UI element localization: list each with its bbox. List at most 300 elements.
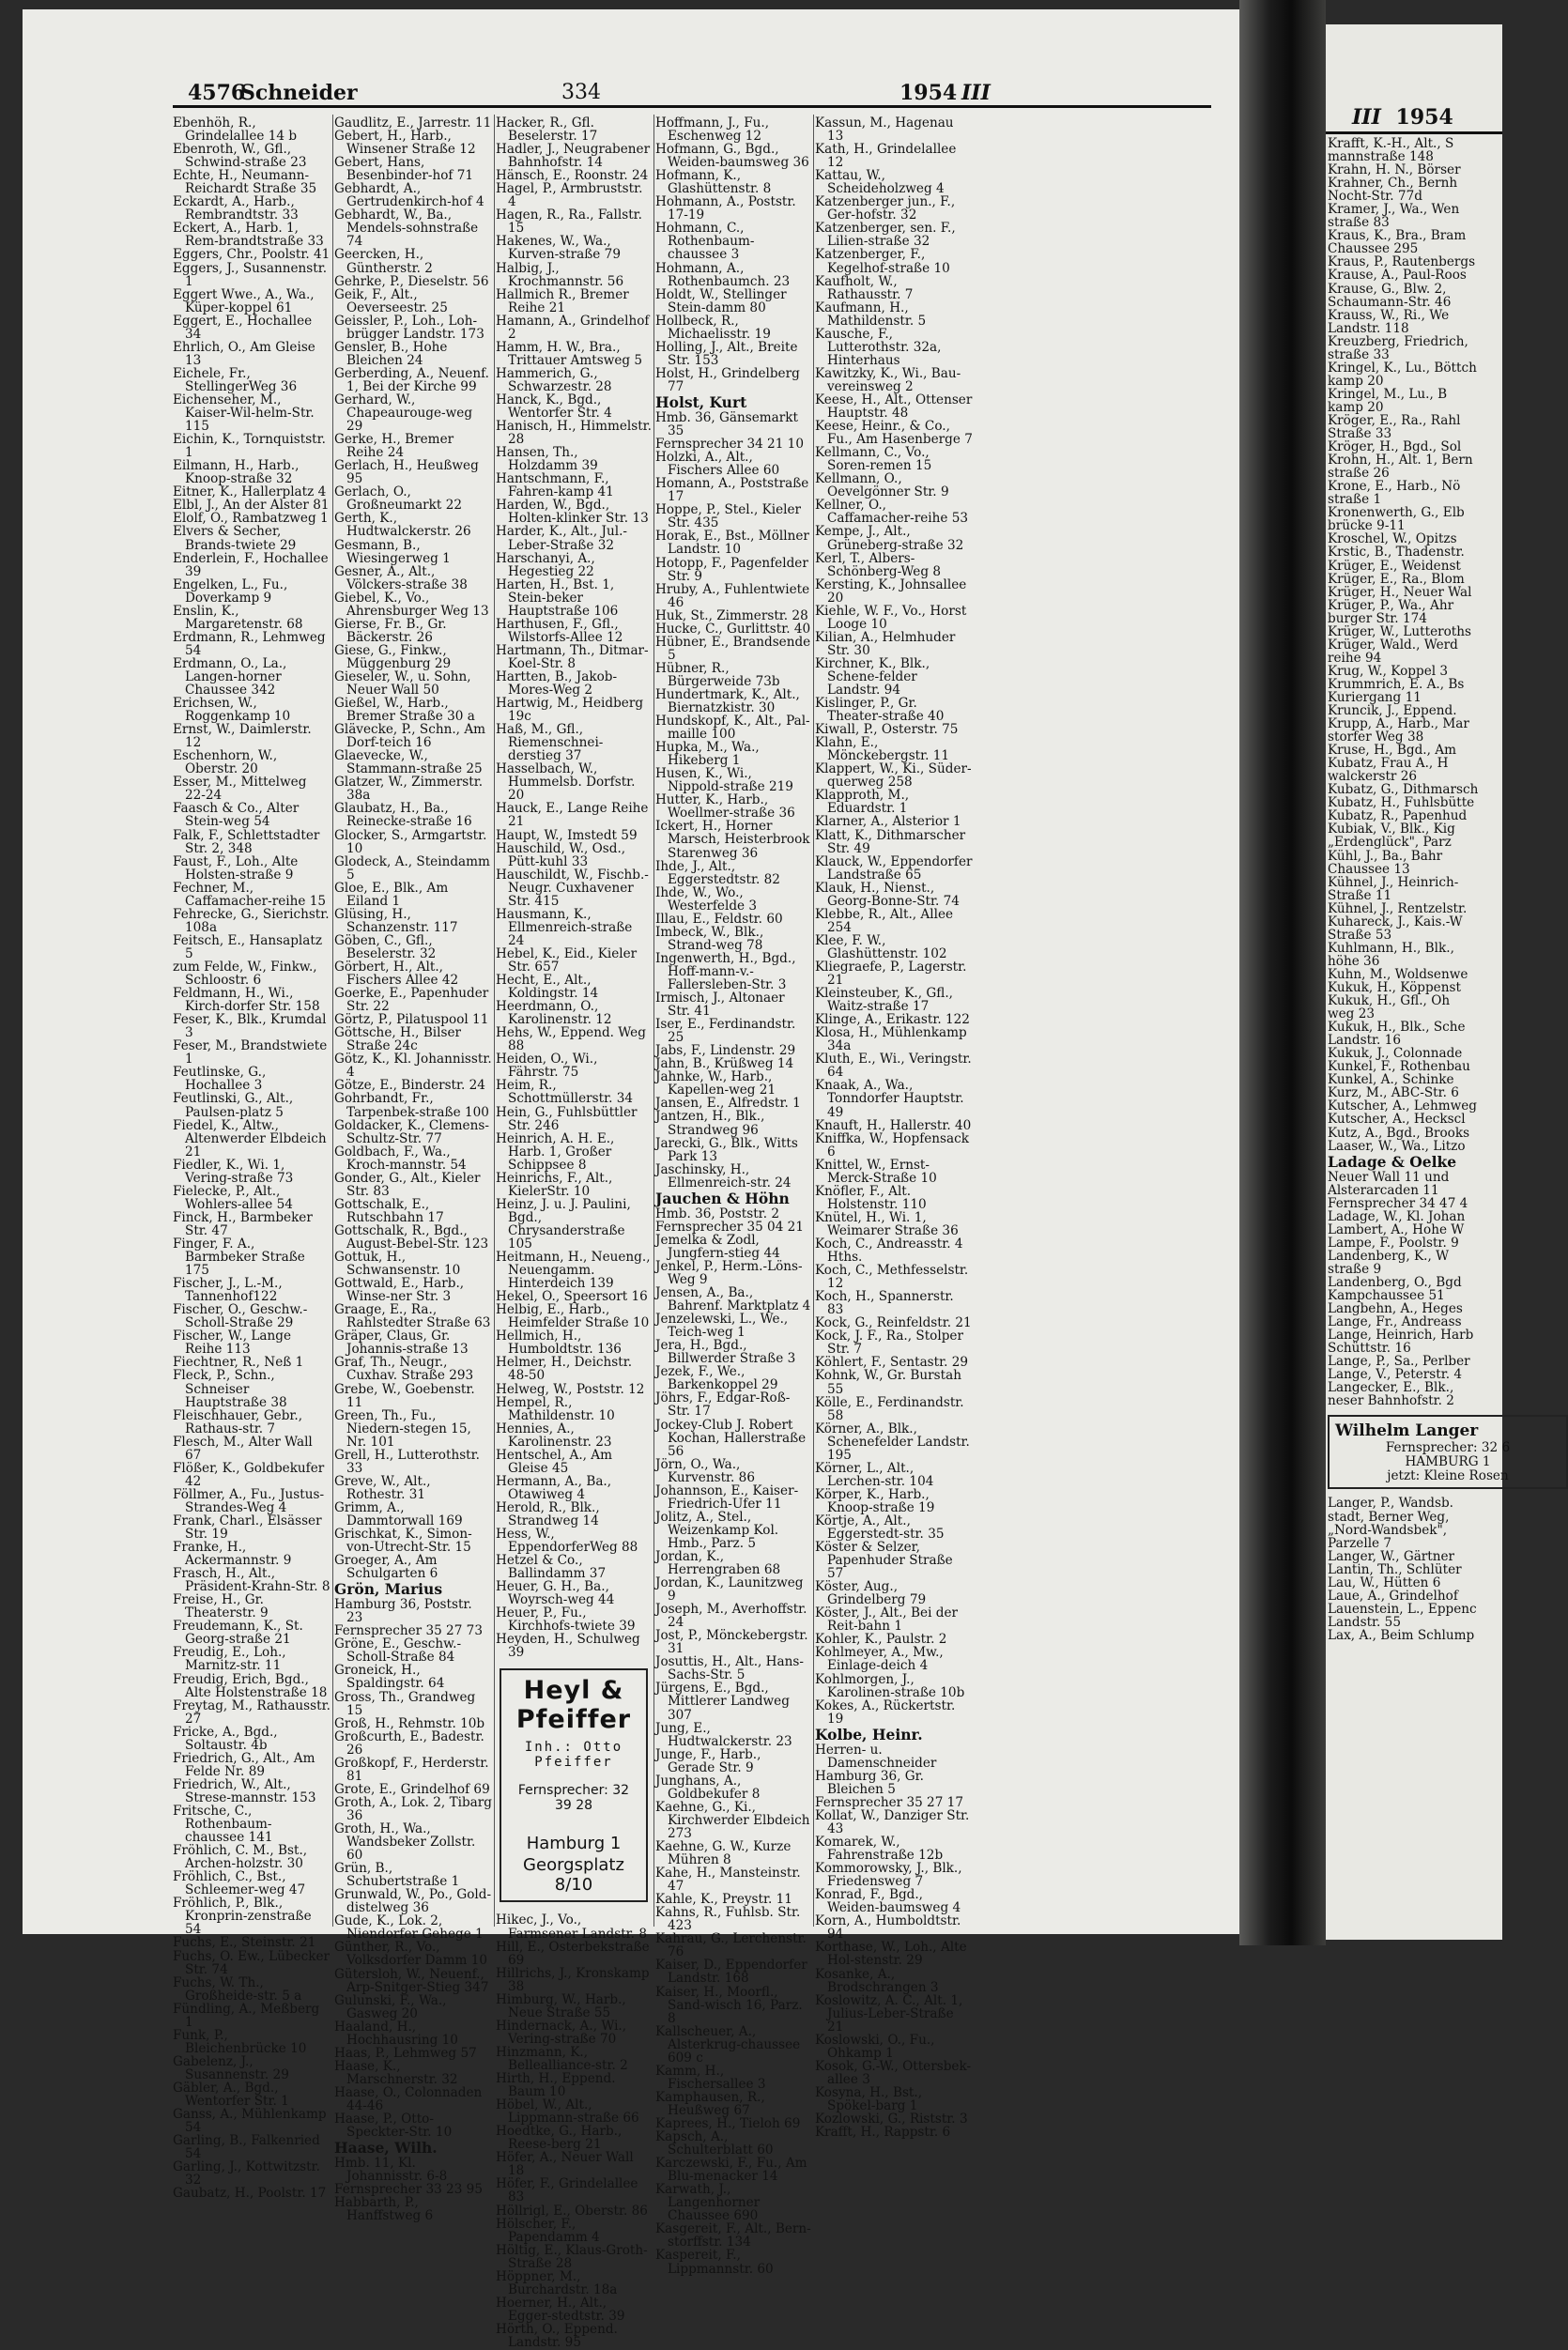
directory-entry: Keese, H., Alt., Ottenser Hauptstr. 48 — [815, 392, 973, 422]
directory-entry: Hoedtke, G., Harb., Reese-berg 21 — [496, 2124, 623, 2153]
directory-entry: Freudig, Erich, Bgd., Alte Holstenstraße 18 — [173, 1671, 328, 1700]
ad-city: Hamburg 1 — [526, 1834, 622, 1854]
directory-entry: Grischkat, K., Simon-von-Utrecht-Str. 15 — [334, 1527, 472, 1556]
directory-entry: Hauschildt, W., Fischb.-Neugr. Cuxhavener Str. 415 — [496, 867, 649, 909]
directory-entry: Landstr. 55 — [1328, 1614, 1401, 1630]
directory-entry: Ickert, H., Horner Marsch, Heisterbrook Starenweg 36 — [655, 819, 810, 861]
directory-entry: Hamburg 36, Poststr. 23 — [334, 1597, 472, 1626]
directory-entry: Kohlmeyer, A., Mw., Einlage-deich 4 — [815, 1645, 944, 1674]
directory-entry: Homann, A., Poststraße 17 — [655, 476, 809, 505]
directory-entry: Geercken, H., Güntherstr. 2 — [334, 247, 433, 276]
directory-entry: Kutscher, A., Lehmweg — [1328, 1098, 1477, 1114]
directory-entry: Erdmann, R., Lehmweg 54 — [173, 629, 326, 658]
directory-entry: Kukuk, H., Gfl., Oh — [1328, 993, 1451, 1009]
directory-entry: Friedrich, W., Alt., Strese-mannstr. 153 — [173, 1776, 316, 1805]
directory-entry: Geik, F., Alt., Oeverseestr. 25 — [334, 286, 448, 315]
directory-entry: Eichin, K., Tornquiststr. 1 — [173, 432, 326, 461]
directory-entry: Krüger, E., Weidenst — [1328, 558, 1461, 574]
directory-entry: Gottschalk, E., Rutschbahn 17 — [334, 1196, 444, 1225]
directory-entry: Kock, J. F., Ra., Stolper Str. 7 — [815, 1329, 963, 1358]
directory-entry: Kolbe, Heinr. — [815, 1725, 923, 1743]
directory-column-3 — [496, 116, 652, 2349]
right-header-rule — [1326, 131, 1502, 134]
directory-entry: Gerberding, A., Neuenf. 1, Bei der Kirche 99 — [334, 365, 489, 394]
directory-entry: Elbl, J., An der Alster 81 — [173, 498, 330, 514]
directory-entry: Eitner, K., Hallerplatz 4 — [173, 484, 327, 500]
directory-entry: Hoffmann, J., Fu., Eschenweg 12 — [655, 115, 770, 145]
directory-entry: Erichsen, W., Roggenkamp 10 — [173, 696, 291, 725]
directory-entry: straße 83 — [1328, 215, 1390, 231]
directory-entry: Glaubatz, H., Ba., Reinecke-straße 16 — [334, 801, 472, 830]
right-ad-line: jetzt: Kleine Rosen — [1387, 1468, 1509, 1484]
directory-entry: Kallscheuer, A., Alsterkrug-chaussee 609 c — [655, 2023, 801, 2066]
directory-entry: Kollat, W., Danziger Str. 43 — [815, 1807, 970, 1836]
directory-entry: Kukuk, H., Blk., Sche — [1328, 1020, 1466, 1036]
directory-entry: Kaiser, D., Eppendorfer Landstr. 168 — [655, 1958, 807, 1987]
directory-entry: Fernsprecher 34 47 4 — [1328, 1195, 1468, 1211]
directory-entry: Haaland, H., Hochhausring 10 — [334, 2019, 458, 2048]
directory-entry: Gaubatz, H., Poolstr. 17 — [173, 2186, 327, 2202]
directory-entry: Flößer, K., Goldbekufer 42 — [173, 1460, 325, 1489]
directory-entry: Knauft, H., Hallerstr. 40 — [815, 1117, 972, 1133]
directory-entry: Funk, P., Bleichenbrücke 10 — [173, 2027, 307, 2056]
directory-entry: Fernsprecher 33 23 95 — [334, 2182, 483, 2198]
directory-entry: Giebel, K., Vo., Ahrensburger Weg 13 — [334, 590, 489, 619]
directory-entry: Katzenberger, F., Kegelhof-straße 10 — [815, 247, 950, 276]
directory-entry: Kislinger, P., Gr. Theater-straße 40 — [815, 696, 945, 725]
directory-entry: Kausche, F., Lutterothstr. 32a, Hinterhaus — [815, 326, 942, 368]
directory-entry: Klarner, A., Alsterior 1 — [815, 814, 961, 830]
directory-entry: Kramer, J., Wa., Wen — [1328, 202, 1460, 218]
directory-entry: Parzelle 7 — [1328, 1535, 1392, 1551]
directory-entry: Gerhard, W., Chapeaurouge-weg 29 — [334, 392, 473, 435]
directory-entry: Kahle, K., Preystr. 11 — [655, 1892, 792, 1908]
directory-entry: Kaprees, H., Tieloh 69 — [655, 2115, 801, 2131]
directory-entry: Elvers & Secher, Brands-twiete 29 — [173, 524, 297, 553]
directory-entry: Grebe, W., Goebenstr. 11 — [334, 1381, 475, 1410]
directory-entry: Landstr. 16 — [1328, 1033, 1401, 1049]
directory-entry: Jarecki, G., Blk., Witts Park 13 — [655, 1135, 798, 1164]
directory-entry: Kommorowsky, J., Blk., Friedensweg 7 — [815, 1861, 962, 1890]
directory-entry: Hucke, C., Gurlittstr. 40 — [655, 621, 811, 637]
directory-entry: Freudig, E., Loh., Marnitz-str. 11 — [173, 1645, 286, 1674]
directory-entry: Kölle, E., Ferdinandstr. 58 — [815, 1394, 964, 1423]
directory-entry: Garling, B., Falkenried 54 — [173, 2133, 320, 2162]
directory-entry: Hein, G., Fuhlsbüttler Str. 246 — [496, 1104, 638, 1133]
directory-entry: Kraus, K., Bra., Bram — [1328, 228, 1467, 244]
directory-entry: Körper, K., Harb., Knoop-straße 19 — [815, 1486, 935, 1515]
directory-entry: Gebhardt, A., Gertrudenkirch-hof 4 — [334, 181, 484, 210]
directory-entry: Kröger, H., Bgd., Sol — [1328, 439, 1462, 455]
directory-entry: Husen, K., Wi., Nippold-straße 219 — [655, 766, 793, 795]
directory-entry: Eggers, Chr., Poolstr. 41 — [173, 247, 331, 263]
directory-entry: Gierse, Fr. B., Gr. Bäckerstr. 26 — [334, 616, 447, 645]
directory-entry: Harden, W., Bgd., Holten-klinker Str. 13 — [496, 498, 649, 527]
directory-entry: Langbehn, A., Heges — [1328, 1301, 1463, 1317]
directory-entry: Goldacker, K., Clemens-Schultz-Str. 77 — [334, 1117, 489, 1146]
directory-entry: Kruse, H., Bgd., Am — [1328, 743, 1456, 759]
directory-entry: Kaufholt, W., Rathausstr. 7 — [815, 273, 914, 302]
directory-entry: Junge, F., Harb., Gerade Str. 9 — [655, 1746, 761, 1775]
directory-entry: Hammerich, G., Schwarzestr. 28 — [496, 365, 612, 394]
directory-entry: Finger, F. A., Barmbeker Straße 175 — [173, 1236, 305, 1279]
directory-entry: Kohler, K., Paulstr. 2 — [815, 1632, 947, 1648]
directory-entry: Hruby, A., Fuhlentwiete 46 — [655, 581, 810, 610]
directory-entry: Grell, H., Lutterothstr. 33 — [334, 1447, 480, 1476]
directory-entry: Groneick, H., Spaldingstr. 64 — [334, 1663, 445, 1692]
directory-entry: Kokes, A., Rückertstr. 19 — [815, 1697, 956, 1727]
directory-entry: Kluth, E., Wi., Veringstr. 64 — [815, 1052, 972, 1081]
directory-entry: Graf, Th., Neugr., Cuxhav. Straße 293 — [334, 1355, 474, 1384]
directory-entry: Grün, B., Schubertstraße 1 — [334, 1861, 460, 1890]
directory-entry: Jauchen & Höhn — [655, 1189, 790, 1207]
directory-entry: Körner, L., Alt., Lerchen-str. 104 — [815, 1460, 934, 1489]
header-name: Schneider — [240, 81, 358, 105]
directory-entry: Kleinsteuber, K., Gfl., Waitz-straße 17 — [815, 986, 953, 1015]
directory-entry: Ladage, W., Kl. Johan — [1328, 1208, 1466, 1224]
directory-entry: Kilian, A., Helmhuder Str. 30 — [815, 629, 956, 658]
directory-entry: Harten, H., Bst. 1, Stein-beker Hauptstraße 106 — [496, 576, 619, 619]
directory-entry: Hasselbach, W., Hummelsb. Dorfstr. 20 — [496, 761, 636, 804]
directory-entry: Klebbe, R., Alt., Allee 254 — [815, 906, 954, 935]
directory-entry: Günther, R., Vo., Volksdorfer Damm 10 — [334, 1940, 487, 1969]
directory-entry: Fricke, A., Bgd., Soltaustr. 4b — [173, 1724, 278, 1753]
directory-entry: Krahner, Ch., Bernh — [1328, 176, 1458, 192]
directory-entry: Klapproth, M., Eduardstr. 1 — [815, 788, 910, 817]
directory-entry: Holzki, A., Alt., Fischers Allee 60 — [655, 450, 780, 479]
directory-entry: Kaspereit, F., Lippmannstr. 60 — [655, 2248, 774, 2277]
directory-entry: Gottwald, E., Harb., Winse-ner Str. 3 — [334, 1276, 465, 1305]
directory-entry: Kurz, M., ABC-Str. 6 — [1328, 1085, 1459, 1101]
directory-entry: Klappert, W., Ki., Süder-querweg 258 — [815, 761, 972, 791]
directory-entry: Hikec, J., Vo., Farmsener Landstr. 8 — [496, 1912, 647, 1942]
directory-entry: Fechner, M., Caffamacher-reihe 15 — [173, 880, 327, 909]
directory-entry: Kuhareck, J., Kais.-W — [1328, 914, 1463, 929]
directory-entry: Jürgens, E., Bgd., Mittlerer Landweg 307 — [655, 1681, 790, 1723]
directory-entry: Grote, E., Grindelhof 69 — [334, 1781, 490, 1797]
directory-entry: Frasch, H., Alt., Präsident-Krahn-Str. 8 — [173, 1566, 331, 1595]
directory-entry: Kaehne, G. W., Kurze Mühren 8 — [655, 1839, 792, 1868]
directory-entry: Köster, J., Alt., Bei der Reit-bahn 1 — [815, 1605, 958, 1635]
directory-entry: Gießel, W., Harb., Bremer Straße 30 a — [334, 696, 475, 725]
directory-entry: Krupp, A., Harb., Mar — [1328, 716, 1469, 732]
directory-entry: Greve, W., Alt., Rothestr. 31 — [334, 1473, 431, 1502]
directory-entry: Langer, W., Gärtner — [1328, 1548, 1455, 1564]
directory-entry: Fuchs, E., Steinstr. 21 — [173, 1935, 316, 1951]
directory-entry: Jera, H., Bgd., Billwerder Straße 3 — [655, 1338, 796, 1367]
directory-entry: Korthase, W., Loh., Alte Hol-stenstr. 29 — [815, 1940, 967, 1969]
directory-entry: Kiwall, P., Osterstr. 75 — [815, 722, 959, 738]
directory-entry: Hinzmann, K., Bellealliance-str. 2 — [496, 2044, 628, 2073]
directory-entry: Harschanyi, A., Hegestieg 22 — [496, 550, 595, 579]
directory-entry: Elolf, O., Rambatzweg 1 — [173, 511, 329, 527]
directory-entry: Hörth, O., Eppend. Landstr. 95 — [496, 2321, 618, 2350]
directory-entry: Klatt, K., Dithmarscher Str. 49 — [815, 827, 966, 856]
directory-entry: Gabelenz, J., Susannenstr. 29 — [173, 2053, 289, 2082]
directory-entry: Klosa, H., Mühlenkamp 34a — [815, 1025, 967, 1054]
directory-entry: Haase, P., Otto-Speckter-Str. 10 — [334, 2112, 453, 2141]
directory-entry: Krafft, H., Rappstr. 6 — [815, 2125, 951, 2141]
directory-entry: Hutter, K., Harb., Woellmer-straße 36 — [655, 792, 795, 822]
directory-entry: Laue, A., Grindelhof — [1328, 1588, 1458, 1604]
directory-entry: Höllrigl, E., Oberstr. 86 — [496, 2203, 648, 2219]
directory-entry: Göttsche, H., Bilser Straße 24c — [334, 1025, 462, 1054]
directory-entry: Koslowski, O., Fu., Ohkamp 1 — [815, 2032, 935, 2061]
directory-entry: Kasgereit, F., Alt., Bern-storffstr. 134 — [655, 2221, 811, 2250]
directory-entry: Laaser, W., Wa., Litzo — [1328, 1138, 1466, 1154]
directory-entry: Flesch, M., Alter Wall 67 — [173, 1434, 313, 1463]
directory-entry: Gesmann, B., Wiesingerweg 1 — [334, 537, 451, 566]
directory-entry: Langecker, E., Blk., — [1328, 1380, 1454, 1396]
directory-entry: „Nord-Wandsbek", — [1328, 1522, 1448, 1538]
directory-entry: Höppner, M., Burchardstr. 18a — [496, 2268, 618, 2297]
advertisement-box — [500, 1668, 648, 1902]
directory-entry: Hartten, B., Jakob-Mores-Weg 2 — [496, 668, 618, 699]
directory-entry: Holst, H., Grindelberg 77 — [655, 365, 800, 394]
directory-entry: Kreuzberg, Friedrich, — [1328, 333, 1468, 349]
directory-entry: Kahns, R., Fuhlsb. Str. 423 — [655, 1905, 801, 1934]
directory-entry: Kellner, O., Caffamacher-reihe 53 — [815, 498, 969, 527]
directory-column-4 — [655, 116, 811, 2276]
directory-entry: Gohrbandt, Fr., Tarpenbek-straße 100 — [334, 1091, 489, 1120]
directory-entry: Goerke, E., Papenhuder Str. 22 — [334, 986, 489, 1015]
directory-entry: Straße 33 — [1328, 426, 1392, 442]
directory-entry: Kosok, G.-W., Ottersbek-allee 3 — [815, 2058, 972, 2087]
directory-entry: Eggert, E., Hochallee 34 — [173, 313, 313, 342]
directory-entry: Jenzelewski, L., We., Teich-weg 1 — [655, 1312, 789, 1341]
directory-entry: straße 33 — [1328, 346, 1390, 362]
directory-entry: Hofmann, G., Bgd., Weiden-baumsweg 36 — [655, 142, 809, 171]
directory-entry: Grön, Marius — [334, 1580, 443, 1599]
directory-entry: Ingenwerth, H., Bgd., Hoff-mann-v.-Fallersleben-Str. 3 — [655, 950, 796, 992]
directory-entry: Haase, K., Marschnerstr. 32 — [334, 2058, 458, 2087]
directory-column-1 — [173, 116, 331, 2200]
directory-entry: Kattau, W., Scheideholzweg 4 — [815, 168, 945, 197]
directory-entry: straße 9 — [1328, 1261, 1382, 1277]
directory-entry: Ganss, A., Mühlenkamp 54 — [173, 2107, 327, 2136]
directory-entry: Gottschalk, R., Bgd., August-Bebel-Str. 123 — [334, 1222, 489, 1252]
directory-entry: Kühnel, J., Rentzelstr. — [1328, 900, 1468, 916]
directory-entry: Gäbler, A., Bgd., Wentorfer Str. 1 — [173, 2080, 289, 2110]
directory-entry: Enslin, K., Margaretenstr. 68 — [173, 603, 303, 632]
directory-entry: Kubatz, G., Dithmarsch — [1328, 782, 1479, 798]
directory-entry: Groeger, A., Am Schulgarten 6 — [334, 1553, 438, 1582]
directory-entry: Hillrichs, J., Kronskamp 38 — [496, 1965, 650, 1994]
directory-entry: Klauck, W., Eppendorfer Landstraße 65 — [815, 853, 973, 883]
directory-entry: Kawitzky, K., Wi., Bau-vereinsweg 2 — [815, 365, 961, 394]
directory-entry: Eichenseher, M., Kaiser-Wil-helm-Str. 115 — [173, 392, 315, 435]
directory-entry: Hartwig, M., Heidberg 19c — [496, 696, 644, 725]
directory-entry: Eggert Wwe., A., Wa., Küper-koppel 61 — [173, 286, 315, 315]
directory-entry: Knöfler, F., Alt. Holstenstr. 110 — [815, 1183, 927, 1212]
directory-entry: Kosyna, H., Bst., Spökel-barg 1 — [815, 2084, 923, 2113]
directory-entry: Hellmich, H., Humboldtstr. 136 — [496, 1329, 622, 1358]
directory-entry: Holst, Kurt — [655, 392, 747, 411]
directory-entry: Keese, Heinr., & Co., Fu., Am Hasenberge 7 — [815, 419, 973, 448]
column-divider — [332, 115, 333, 1927]
directory-entry: Jemelka & Zodl, Jungfern-stieg 44 — [655, 1232, 780, 1261]
directory-entry: Kamm, H., Fischersallee 3 — [655, 2063, 766, 2092]
directory-entry: Glocker, S., Armgartstr. 10 — [334, 827, 487, 856]
directory-entry: Hecht, E., Alt., Koldingstr. 14 — [496, 973, 599, 1002]
directory-entry: Faasch & Co., Alter Stein-weg 54 — [173, 801, 300, 830]
directory-entry: Heuer, G. H., Ba., Woyrsch-weg 44 — [496, 1579, 615, 1608]
directory-entry: Kohnk, W., Gr. Burstah 55 — [815, 1368, 961, 1397]
directory-entry: Kath, H., Grindelallee 12 — [815, 142, 957, 171]
directory-entry: Koch, H., Spannerstr. 83 — [815, 1289, 954, 1318]
directory-entry: Feutlinske, G., Hochallee 3 — [173, 1065, 267, 1094]
directory-entry: Fündling, A., Meßberg 1 — [173, 2001, 320, 2030]
directory-entry: Körner, A., Blk., Schenefelder Landstr. 195 — [815, 1421, 970, 1463]
directory-entry: Ihde, J., Alt., Eggerstedtstr. 82 — [655, 858, 780, 887]
directory-entry: Koslowitz, A. C., Alt. 1, Julius-Leber-Straße 21 — [815, 1992, 963, 2035]
directory-entry: Frank, Charl., Elsässer Str. 19 — [173, 1513, 322, 1543]
directory-entry: Harder, K., Alt., Jul.-Leber-Straße 32 — [496, 524, 628, 553]
directory-entry: Fuchs, W. Th., Großheide-str. 5 a — [173, 1974, 302, 2004]
directory-entry: Kubiak, V., Blk., Kig — [1328, 822, 1455, 837]
directory-entry: Grimm, A., Dammtorwall 169 — [334, 1499, 463, 1528]
directory-entry: Kirchner, K., Blk., Schene-felder Landstr. 94 — [815, 655, 930, 699]
directory-entry: Gonder, G., Alt., Kieler Str. 83 — [334, 1170, 481, 1199]
directory-entry: Hetzel & Co., Ballindamm 37 — [496, 1553, 607, 1582]
directory-entry: Glüsing, H., Schanzenstr. 117 — [334, 906, 458, 935]
directory-entry: Echte, H., Neumann-Reichardt Straße 35 — [173, 168, 317, 197]
directory-entry: Enderlein, F., Hochallee 39 — [173, 550, 329, 579]
directory-entry: Krüger, Wald., Werd — [1328, 637, 1458, 653]
directory-entry: Krüger, W., Lutteroths — [1328, 623, 1471, 639]
directory-entry: Hamann, A., Grindelhof 2 — [496, 313, 650, 342]
directory-entry: Jenkel, P., Herm.-Löns-Weg 9 — [655, 1258, 803, 1287]
directory-entry: Höltig, E., Klaus-Groth-Straße 28 — [496, 2242, 648, 2271]
directory-entry: Hmb. 36, Poststr. 2 — [655, 1206, 779, 1221]
directory-entry: Ladage & Oelke — [1328, 1152, 1457, 1171]
directory-entry: Kliegraefe, P., Lagerstr. 21 — [815, 960, 967, 989]
directory-entry: Fernsprecher 35 27 17 — [815, 1794, 963, 1810]
directory-entry: Görbert, H., Alt., Fischers Allee 42 — [334, 960, 459, 989]
directory-entry: Hofmann, K., Glashüttenstr. 8 — [655, 168, 772, 197]
directory-entry: Nocht-Str. 77d — [1328, 189, 1422, 205]
directory-entry: Fröhlich, C. M., Bst., Archen-holzstr. 30 — [173, 1843, 308, 1872]
directory-entry: Helbig, E., Harb., Heimfelder Straße 10 — [496, 1302, 650, 1331]
book-gutter — [1239, 0, 1326, 1945]
directory-entry: Kaiser, H., Moorfl., Sand-wisch 16, Parz. 8 — [655, 1984, 803, 2026]
directory-entry: Krauss, W., Ri., We — [1328, 307, 1450, 323]
directory-entry: Hentschel, A., Am Gleise 45 — [496, 1447, 612, 1476]
column-divider — [653, 115, 654, 1927]
directory-entry: Green, Th., Fu., Niedern-stegen 15, Nr. 101 — [334, 1407, 471, 1450]
directory-entry: Lange, Fr., Andreass — [1328, 1314, 1462, 1330]
directory-entry: Hoppe, P., Stel., Kieler Str. 435 — [655, 502, 802, 531]
directory-entry: Kutz, A., Bgd., Brooks — [1328, 1125, 1470, 1141]
directory-entry: Straße 11 — [1328, 887, 1392, 903]
ad-title: Heyl & Pfeiffer — [515, 1676, 632, 1735]
directory-entry: Lampe, F., Poolstr. 9 — [1328, 1235, 1459, 1251]
directory-entry: Hennies, A., Karolinenstr. 23 — [496, 1421, 612, 1450]
directory-entry: Klinge, A., Erikastr. 122 — [815, 1012, 970, 1028]
header-roman: III — [961, 81, 991, 105]
directory-entry: Gütersloh, W., Neuenf., Arp-Snitger-Stieg 347 — [334, 1966, 489, 1995]
directory-entry: Esser, M., Mittelweg 22-24 — [173, 775, 307, 804]
directory-entry: Jörn, O., Wa., Kurvenstr. 86 — [655, 1456, 755, 1485]
directory-entry: Klahn, E., Mönckebergstr. 11 — [815, 735, 950, 764]
directory-entry: Gude, K., Lok. 2, Niendorfer Gehege 1 — [334, 1913, 484, 1943]
header-rule — [173, 105, 1211, 108]
directory-entry: Groth, H., Wa., Wandsbeker Zollstr. 60 — [334, 1821, 476, 1864]
directory-entry: Landenberg, O., Bgd — [1328, 1274, 1462, 1290]
directory-entry: Freudemann, K., St. Georg-straße 21 — [173, 1619, 303, 1648]
ad-phone: Fernsprecher: 32 39 28 — [517, 1783, 630, 1814]
directory-entry: zum Felde, W., Finkw., Schloostr. 6 — [173, 960, 317, 989]
directory-entry: Koch, C., Methfesselstr. 12 — [815, 1263, 969, 1292]
directory-entry: Hempel, R., Mathildenstr. 10 — [496, 1394, 615, 1423]
directory-entry: Eichele, Fr., StellingerWeg 36 — [173, 365, 298, 394]
directory-entry: Hebel, K., Eid., Kieler Str. 657 — [496, 945, 638, 975]
directory-entry: Heyden, H., Schulweg 39 — [496, 1632, 640, 1661]
directory-entry: Groth, A., Lok. 2, Tibarg 36 — [334, 1794, 492, 1823]
directory-entry: Hohmann, A., Poststr. 17-19 — [655, 194, 796, 223]
directory-entry: Huk, St., Zimmerstr. 28 — [655, 607, 808, 623]
directory-entry: Hallmich R., Bremer Reihe 21 — [496, 286, 629, 315]
directory-entry: Lantin, Th., Schlüter — [1328, 1561, 1462, 1577]
directory-entry: Klauk, H., Nienst., Georg-Bonne-Str. 74 — [815, 880, 960, 909]
directory-entry: Hupka, M., Wa., Hikeberg 1 — [655, 740, 760, 769]
directory-entry: Hagel, P., Armbruststr. 4 — [496, 181, 643, 210]
directory-entry: Illau, E., Feldstr. 60 — [655, 911, 783, 927]
directory-entry: Jöhrs, F., Edgar-Roß-Str. 17 — [655, 1390, 791, 1420]
directory-entry: Fleck, P., Schn., Schneiser Hauptstraße 38 — [173, 1368, 287, 1410]
directory-entry: Krause, A., Paul-Roos — [1328, 268, 1467, 284]
directory-entry: Ernst, W., Daimlerstr. 12 — [173, 722, 312, 751]
directory-entry: Kukuk, J., Colonnade — [1328, 1046, 1463, 1062]
directory-entry: Franke, H., Ackermannstr. 9 — [173, 1540, 292, 1569]
directory-entry: Kubatz, Frau A., H — [1328, 756, 1449, 772]
directory-entry: Kellmann, O., Oevelgönner Str. 9 — [815, 471, 949, 500]
directory-entry: Feser, M., Brandstwiete 1 — [173, 1038, 328, 1067]
directory-entry: Hundskopf, K., Alt., Pal-maille 100 — [655, 714, 810, 743]
directory-entry: Heuer, P., Fu., Kirchhofs-twiete 39 — [496, 1605, 636, 1635]
page-ref: 4576 — [188, 81, 246, 105]
directory-entry: Joseph, M., Averhoffstr. 24 — [655, 1602, 807, 1631]
directory-entry: Hanck, K., Bgd., Wentorfer Str. 4 — [496, 392, 612, 422]
directory-entry: Kubatz, H., Fuhlsbütte — [1328, 795, 1475, 811]
directory-entry: Kutscher, A., Heckscl — [1328, 1112, 1466, 1128]
directory-entry: Schüttstr. 16 — [1328, 1341, 1411, 1357]
directory-entry: Holdt, W., Stellinger Stein-damm 80 — [655, 286, 787, 315]
directory-entry: Freise, H., Gr. Theaterstr. 9 — [173, 1592, 269, 1621]
directory-entry: Kohlmorgen, J., Karolinen-straße 10b — [815, 1671, 965, 1700]
directory-entry: Kuhlmann, H., Blk., — [1328, 940, 1454, 956]
directory-entry: „Erdenglück", Parz — [1328, 835, 1452, 851]
directory-entry: Fiedel, K., Altw., Altenwerder Elbdeich 21 — [173, 1117, 327, 1160]
right-ad-line: HAMBURG 1 — [1405, 1454, 1491, 1470]
directory-entry: Götze, E., Binderstr. 24 — [334, 1078, 485, 1094]
directory-entry: Himburg, W., Harb., Neue Straße 55 — [496, 1991, 626, 2020]
directory-entry: Glodeck, A., Steindamm 5 — [334, 853, 490, 883]
directory-entry: Jaschinsky, H., Ellmenreich-str. 24 — [655, 1161, 792, 1190]
directory-entry: Krug, W., Koppel 3 — [1328, 663, 1449, 679]
directory-entry: Hauschild, W., Osd., Pütt-kuhl 33 — [496, 840, 626, 869]
directory-entry: brücke 9-11 — [1328, 518, 1406, 534]
directory-entry: Krummrich, E. A., Bs — [1328, 676, 1465, 692]
directory-entry: Iser, E., Ferdinandstr. 25 — [655, 1017, 796, 1046]
directory-entry: Hansen, Th., Holzdamm 39 — [496, 445, 598, 474]
directory-entry: Hirth, H., Eppend. Baum 10 — [496, 2071, 616, 2100]
directory-entry: Kapsch, A., Schulterblatt 60 — [655, 2129, 774, 2158]
directory-entry: Neuer Wall 11 und — [1328, 1169, 1450, 1185]
directory-entry: Irmisch, J., Altonaer Str. 41 — [655, 991, 785, 1020]
directory-entry: Krstic, B., Thadenstr. — [1328, 545, 1465, 561]
directory-entry: Jezek, F., We., Barkenkoppel 29 — [655, 1364, 778, 1393]
